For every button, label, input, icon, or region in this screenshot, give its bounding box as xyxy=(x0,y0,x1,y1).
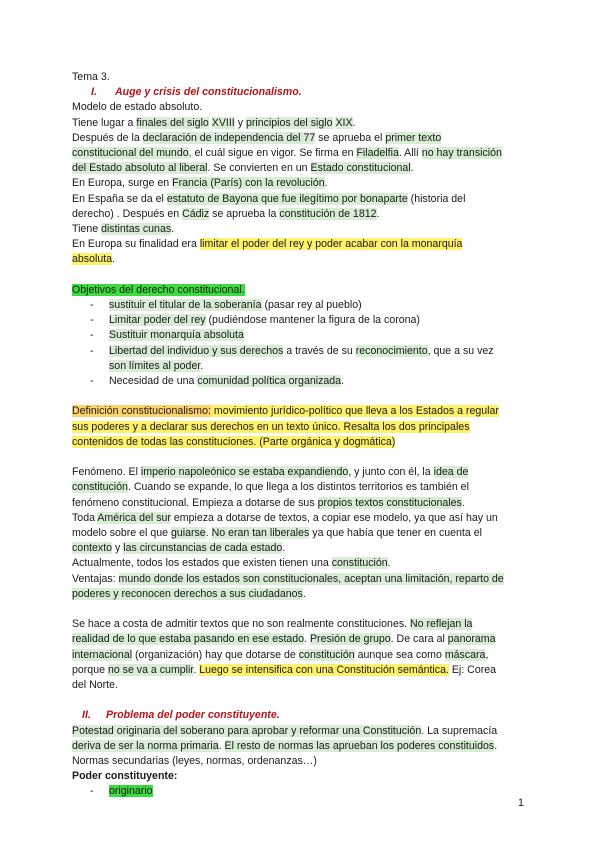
highlight-span: Presión de grupo xyxy=(309,633,391,646)
list-item xyxy=(72,344,528,374)
fenomeno-line-9 xyxy=(72,587,528,602)
paragraph-espana-line-2 xyxy=(72,207,528,222)
poder-constituyente-title: Poder constituyente: xyxy=(72,770,178,783)
poder-list xyxy=(72,784,528,799)
definicion-line-3 xyxy=(72,435,528,450)
text-span: Tiene xyxy=(72,223,102,236)
costa-line-3 xyxy=(72,648,528,663)
highlight-span: Definición constitucionalismo: xyxy=(72,405,211,418)
highlight-span: poderes y reconocen derechos a sus ciudadanos xyxy=(72,587,303,600)
highlight-span: distintas cunas xyxy=(101,223,172,236)
document-page xyxy=(72,70,528,800)
definicion-line-2 xyxy=(72,420,528,435)
highlight-span: principios del siglo xyxy=(245,116,333,129)
fenomeno-line-5 xyxy=(72,526,528,541)
objetivos-list xyxy=(72,298,528,389)
text-span: En España se da el xyxy=(72,192,167,205)
highlight-span: estatuto de Bayona que fue ilegítimo por bonaparte xyxy=(166,192,408,205)
highlight-span: El resto de normas las aprueban los poderes constituidos xyxy=(224,739,495,752)
highlight-span: No eran tan liberales xyxy=(211,527,310,540)
text-span: . xyxy=(410,162,414,175)
paragraph-espana-line-1 xyxy=(72,192,528,207)
highlight-span: Luego se intensifica con una Constitución semántica. xyxy=(199,663,449,676)
fenomeno-line-4 xyxy=(72,511,528,526)
highlight-span: son límites al poder xyxy=(109,359,201,372)
highlight-span: absoluta xyxy=(72,253,113,266)
potestad-line-2 xyxy=(72,739,528,754)
text-span: porque xyxy=(72,663,108,676)
paragraph-independencia-line-3 xyxy=(72,161,528,176)
text-span: (historia del xyxy=(407,192,466,205)
text-span: . xyxy=(494,739,498,752)
text-span: Se hace a costa de admitir textos que no son realmente constituciones. xyxy=(72,618,411,631)
text-span: . La supremacía xyxy=(421,724,498,737)
text-span: (pudiéndose mantener la figura de la corona) xyxy=(205,314,420,327)
text-span: . xyxy=(193,663,200,676)
highlight-span: constitución xyxy=(331,557,388,570)
highlight-span: declaración de independencia del 77 xyxy=(142,131,316,144)
section-2-number: II. xyxy=(82,709,91,722)
fenomeno-line-2 xyxy=(72,480,528,495)
highlight-span: sustituir el titular de la soberanía xyxy=(109,299,262,312)
highlight-span: finales del siglo xyxy=(136,116,209,129)
highlight-span: constitución de 1812 xyxy=(279,207,377,220)
spacer xyxy=(72,389,528,404)
list-item xyxy=(72,328,528,343)
section-1-heading xyxy=(72,85,528,100)
highlight-span: Francia (París) con la revolución xyxy=(172,177,325,190)
text-span: Toda xyxy=(72,511,98,524)
highlight-span: panorama xyxy=(447,633,496,646)
highlight-span: originario xyxy=(109,785,153,798)
text-span: , que a su vez xyxy=(427,344,494,357)
text-span: modelo sobre el que xyxy=(72,527,171,540)
highlight-span: constitución xyxy=(72,481,128,494)
section-2-heading xyxy=(72,708,528,723)
text-span: . De cara al xyxy=(390,633,448,646)
text-span: , y junto con él, la xyxy=(348,466,434,479)
costa-line-5: del Norte. xyxy=(72,679,118,692)
paragraph-finalidad-line-1 xyxy=(72,237,528,252)
costa-line-1 xyxy=(72,617,528,632)
highlight-span: contexto xyxy=(72,542,113,555)
highlight-span: propios textos constitucionales xyxy=(317,496,462,509)
text-span: se aprueba la xyxy=(209,207,280,220)
text-span: . xyxy=(302,587,306,600)
highlight-span: movimiento jurídico-político que lleva a los Estados a regular xyxy=(210,405,499,418)
highlight-span: primer texto xyxy=(385,131,442,144)
text-span: . xyxy=(387,557,391,570)
highlight-span: Sustituir monarquía absoluta xyxy=(109,329,244,342)
section-2-title: Problema del poder constituyente. xyxy=(106,709,280,722)
spacer xyxy=(72,450,528,465)
text-span: . Cuando se expande, lo que llega a los distintos territorios es también el xyxy=(127,481,469,494)
text-span: . xyxy=(205,527,212,540)
paragraph-tiene-lugar xyxy=(72,116,528,131)
text-span: . xyxy=(304,633,310,646)
definicion-line-1 xyxy=(72,404,528,419)
list-item xyxy=(72,374,528,389)
paragraph-independencia-line-1 xyxy=(72,131,528,146)
highlight-span: sus poderes y a declarar sus derechos en un texto único. Resalta los dos principales xyxy=(72,420,470,433)
highlight-span: Cádiz xyxy=(182,207,210,220)
paragraph-modelo: Modelo de estado absoluto. xyxy=(72,101,203,114)
potestad-line-1 xyxy=(72,724,528,739)
text-span: (organización) hay que dotarse de xyxy=(132,648,299,661)
paragraph-finalidad-line-2 xyxy=(72,252,528,267)
fenomeno-line-6 xyxy=(72,541,528,556)
page-number: 1 xyxy=(518,797,524,809)
highlight-span: no hay transición xyxy=(421,147,502,160)
text-span: Tiene lugar a xyxy=(72,116,137,129)
text-span: . Allí xyxy=(398,147,422,160)
text-span: Después de la xyxy=(72,131,143,144)
list-item-continuation xyxy=(109,359,528,374)
highlight-span: Objetivos del derecho constitucional. xyxy=(72,283,245,296)
highlight-span: Potestad originaria del soberano para aprobar y reformar una Constitución xyxy=(72,724,422,737)
highlight-span: contenidos de todas las constituciones. (Parte orgánica y dogmática) xyxy=(72,435,396,448)
spacer xyxy=(72,693,528,708)
highlight-span: América del sur xyxy=(97,511,171,524)
text-span: Ventajas: xyxy=(72,572,119,585)
text-span: , el cuál sigue en vigor. Se firma en xyxy=(188,147,357,160)
highlight-span: las circunstancias de cada estado xyxy=(123,542,283,555)
list-item xyxy=(72,784,528,799)
text-span: (pasar rey al pueblo) xyxy=(261,299,362,312)
highlight-span: constitucional del mundo xyxy=(72,147,189,160)
text-span: a través de su xyxy=(283,344,356,357)
highlight-span: realidad de lo que estaba pasando en ese estado xyxy=(72,633,305,646)
text-span: se aprueba el xyxy=(315,131,386,144)
highlight-span: no se va a cumplir xyxy=(107,663,194,676)
section-1-number: I. xyxy=(91,86,97,99)
highlight-span: deriva de ser la norma primaria xyxy=(72,739,219,752)
highlight-span: XVIII xyxy=(211,116,235,129)
text-span: fenómeno constitucional. Empieza a dotarse de sus xyxy=(72,496,318,509)
text-span: . xyxy=(200,359,204,372)
potestad-line-3: Normas secundarias (leyes, normas, ordenanzas…) xyxy=(72,755,317,768)
highlight-span: idea de xyxy=(433,466,469,479)
text-span: Necesidad de una xyxy=(109,375,198,388)
paragraph-independencia-line-2 xyxy=(72,146,528,161)
highlight-span: Libertad del individuo y sus derechos xyxy=(109,344,284,357)
text-span: . xyxy=(324,177,328,190)
text-span: . xyxy=(218,739,225,752)
text-span: , xyxy=(485,648,489,661)
highlight-span: comunidad política organizada xyxy=(197,375,342,388)
highlight-span: constitución xyxy=(298,648,355,661)
list-item xyxy=(72,313,528,328)
highlight-span: Limitar poder del rey xyxy=(109,314,206,327)
highlight-span: imperio napoleónico se estaba expandiendo xyxy=(140,466,349,479)
costa-line-2 xyxy=(72,632,528,647)
text-span: empieza a dotarse de textos, a copiar ese modelo, ya que así hay un xyxy=(170,511,498,524)
dash-bullet: - xyxy=(90,785,94,798)
highlight-span: estados son constitucionales, aceptan una limitación, reparto de xyxy=(202,572,504,585)
paragraph-europa xyxy=(72,176,528,191)
text-span: . xyxy=(341,375,345,388)
highlight-span: máscara xyxy=(444,648,486,661)
highlight-span: guiarse xyxy=(170,527,206,540)
spacer xyxy=(72,268,528,283)
text-span: Actualmente, todos los estados que existen tienen una xyxy=(72,557,332,570)
text-span: . xyxy=(461,496,465,509)
text-span: Ej: Corea xyxy=(448,663,497,676)
list-item xyxy=(72,298,528,313)
highlight-span: reconocimiento xyxy=(355,344,428,357)
fenomeno-line-7 xyxy=(72,556,528,571)
fenomeno-line-1 xyxy=(72,465,528,480)
highlight-span: XIX xyxy=(335,116,353,129)
dash-bullet: - xyxy=(90,314,94,327)
section-1-title: Auge y crisis del constitucionalismo. xyxy=(115,86,302,99)
highlight-span: mundo donde los xyxy=(118,572,203,585)
text-span: derecho) . Después en xyxy=(72,207,183,220)
dash-bullet: - xyxy=(90,375,94,388)
dash-bullet: - xyxy=(90,299,94,312)
spacer xyxy=(72,602,528,617)
fenomeno-line-8 xyxy=(72,572,528,587)
highlight-span: limitar el poder del rey y poder acabar con la monarquía xyxy=(199,238,463,251)
highlight-span: Filadelfia xyxy=(356,147,399,160)
text-span: y xyxy=(234,116,246,129)
highlight-span: No reflejan la xyxy=(410,618,473,631)
text-span: aunque sea como xyxy=(354,648,445,661)
text-span: ya que había que tener en cuenta el xyxy=(309,527,482,540)
text-span: y xyxy=(112,542,124,555)
fenomeno-line-3 xyxy=(72,496,528,511)
dash-bullet: - xyxy=(90,329,94,342)
text-span: . Se convierten en un xyxy=(207,162,311,175)
text-span: En Europa, surge en xyxy=(72,177,173,190)
text-span: . xyxy=(112,253,116,266)
text-span: . xyxy=(352,116,356,129)
highlight-span: internacional xyxy=(72,648,133,661)
text-span: . xyxy=(376,207,380,220)
text-span: Fenómeno. El xyxy=(72,466,141,479)
paragraph-cunas xyxy=(72,222,528,237)
text-span: . xyxy=(282,542,286,555)
objetivos-title xyxy=(72,283,528,298)
topic-label: Tema 3. xyxy=(72,71,110,83)
costa-line-4 xyxy=(72,663,528,678)
highlight-span: del Estado absoluto al liberal xyxy=(72,162,208,175)
text-span: En Europa su finalidad era xyxy=(72,238,200,251)
text-span: . xyxy=(171,223,175,236)
highlight-span: Estado constitucional xyxy=(310,162,411,175)
dash-bullet: - xyxy=(90,344,94,357)
